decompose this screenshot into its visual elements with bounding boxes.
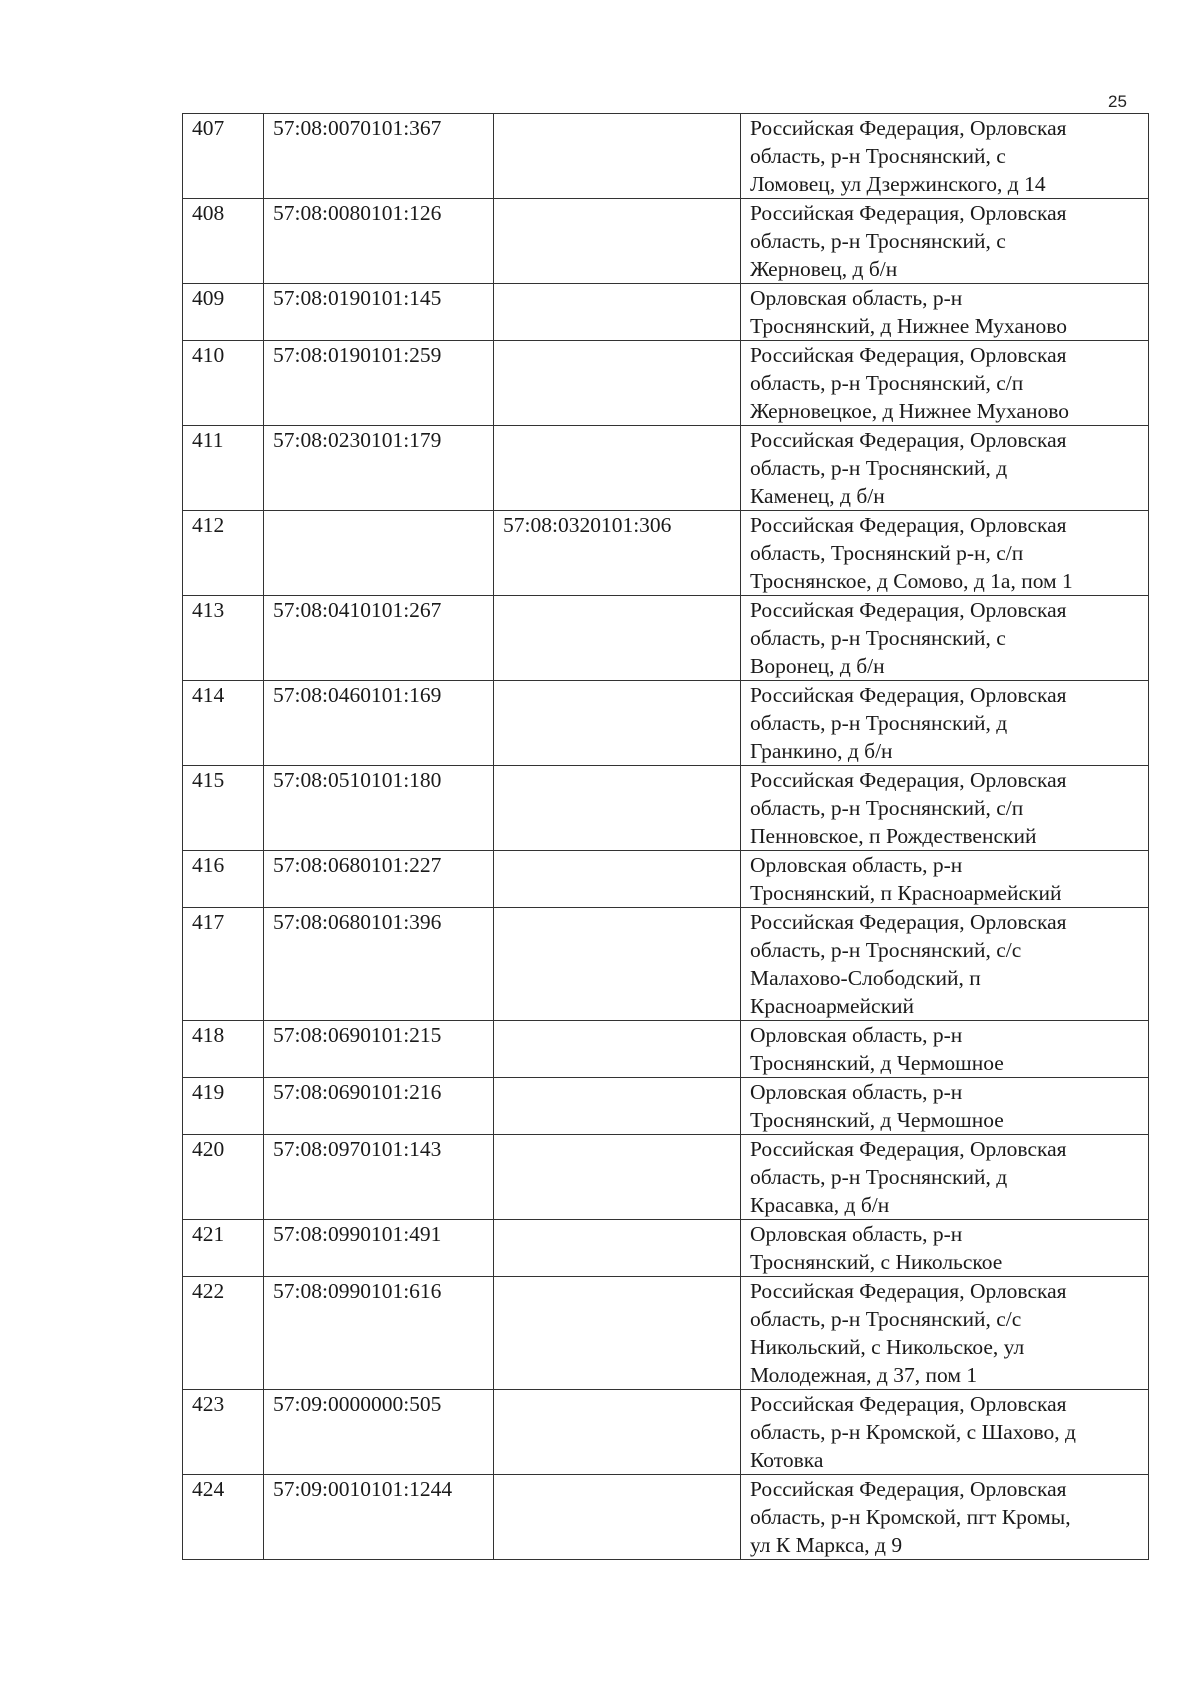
address-line: Каменец, д б/н bbox=[750, 484, 885, 508]
building-cadastral-number-cell bbox=[494, 1078, 741, 1135]
building-cadastral-number-cell bbox=[494, 1021, 741, 1078]
address-line: область, р-н Троснянский, д bbox=[750, 456, 1008, 480]
building-cadastral-number-cell: 57:08:0320101:306 bbox=[494, 511, 741, 596]
row-number-cell: 411 bbox=[183, 426, 264, 511]
address-line: Российская Федерация, Орловская bbox=[750, 683, 1067, 707]
page-number: 25 bbox=[1108, 92, 1127, 111]
table-row bbox=[183, 1135, 1149, 1220]
address-cell bbox=[741, 1475, 1149, 1560]
address-line: Никольский, с Никольское, ул bbox=[750, 1335, 1025, 1359]
address-line: Гранкино, д б/н bbox=[750, 739, 893, 763]
table-row bbox=[183, 1277, 1149, 1390]
row-number-cell: 421 bbox=[183, 1220, 264, 1277]
address-cell bbox=[741, 284, 1149, 341]
cadastral-number-cell bbox=[264, 511, 494, 596]
table-row bbox=[183, 596, 1149, 681]
address-line: Российская Федерация, Орловская bbox=[750, 1392, 1067, 1416]
row-number-cell: 409 bbox=[183, 284, 264, 341]
address-cell bbox=[741, 851, 1149, 908]
address-cell bbox=[741, 681, 1149, 766]
address-line: Российская Федерация, Орловская bbox=[750, 910, 1067, 934]
address-cell bbox=[741, 1021, 1149, 1078]
row-number-cell: 416 bbox=[183, 851, 264, 908]
table-row bbox=[183, 511, 1149, 596]
address-line: Орловская область, р-н bbox=[750, 1023, 963, 1047]
row-number-cell: 410 bbox=[183, 341, 264, 426]
address-line: Красавка, д б/н bbox=[750, 1193, 890, 1217]
address-cell bbox=[741, 596, 1149, 681]
row-number-cell: 418 bbox=[183, 1021, 264, 1078]
cadastral-number-cell: 57:08:0680101:396 bbox=[264, 908, 494, 1021]
address-line: Российская Федерация, Орловская bbox=[750, 598, 1067, 622]
address-line: Российская Федерация, Орловская bbox=[750, 1137, 1067, 1161]
building-cadastral-number-cell bbox=[494, 681, 741, 766]
row-number-cell: 417 bbox=[183, 908, 264, 1021]
address-line: Малахово-Слободский, п bbox=[750, 966, 981, 990]
building-cadastral-number-cell bbox=[494, 1277, 741, 1390]
address-line: Орловская область, р-н bbox=[750, 1222, 963, 1246]
table-row bbox=[183, 284, 1149, 341]
address-cell bbox=[741, 1277, 1149, 1390]
address-line: Троснянский, д Нижнее Муханово bbox=[750, 314, 1068, 338]
registry-table bbox=[182, 113, 1149, 1560]
cadastral-number-cell: 57:08:0990101:491 bbox=[264, 1220, 494, 1277]
address-line: Троснянский, п Красноармейский bbox=[750, 881, 1062, 905]
address-cell bbox=[741, 426, 1149, 511]
address-line: Воронец, д б/н bbox=[750, 654, 885, 678]
building-cadastral-number-cell bbox=[494, 341, 741, 426]
address-line: область, р-н Троснянский, с bbox=[750, 626, 1006, 650]
address-cell bbox=[741, 1078, 1149, 1135]
building-cadastral-number-cell bbox=[494, 199, 741, 284]
row-number-cell: 407 bbox=[183, 114, 264, 199]
cadastral-number-cell: 57:09:0010101:1244 bbox=[264, 1475, 494, 1560]
table-row bbox=[183, 341, 1149, 426]
table-row bbox=[183, 199, 1149, 284]
cadastral-number-cell: 57:08:0510101:180 bbox=[264, 766, 494, 851]
address-line: Троснянский, с Никольское bbox=[750, 1250, 1003, 1274]
address-cell bbox=[741, 766, 1149, 851]
table-row bbox=[183, 1078, 1149, 1135]
address-cell bbox=[741, 199, 1149, 284]
table-row bbox=[183, 766, 1149, 851]
building-cadastral-number-cell bbox=[494, 426, 741, 511]
address-cell bbox=[741, 1390, 1149, 1475]
cadastral-number-cell: 57:08:0460101:169 bbox=[264, 681, 494, 766]
registry-table-body bbox=[183, 114, 1149, 1560]
address-line: область, р-н Троснянский, с/с bbox=[750, 1307, 1022, 1331]
row-number-cell: 413 bbox=[183, 596, 264, 681]
address-cell bbox=[741, 1220, 1149, 1277]
building-cadastral-number-cell bbox=[494, 908, 741, 1021]
address-line: Пенновское, п Рождественский bbox=[750, 824, 1037, 848]
address-line: область, р-н Троснянский, д bbox=[750, 1165, 1008, 1189]
address-line: Российская Федерация, Орловская bbox=[750, 513, 1067, 537]
address-line: Российская Федерация, Орловская bbox=[750, 201, 1067, 225]
table-row bbox=[183, 851, 1149, 908]
table-row bbox=[183, 426, 1149, 511]
address-cell bbox=[741, 114, 1149, 199]
cadastral-number-cell: 57:08:0680101:227 bbox=[264, 851, 494, 908]
address-line: ул К Маркса, д 9 bbox=[750, 1533, 903, 1557]
cadastral-number-cell: 57:08:0080101:126 bbox=[264, 199, 494, 284]
address-cell bbox=[741, 341, 1149, 426]
row-number-cell: 415 bbox=[183, 766, 264, 851]
building-cadastral-number-cell bbox=[494, 284, 741, 341]
cadastral-number-cell: 57:09:0000000:505 bbox=[264, 1390, 494, 1475]
table-row bbox=[183, 1220, 1149, 1277]
building-cadastral-number-cell bbox=[494, 1220, 741, 1277]
row-number-cell: 422 bbox=[183, 1277, 264, 1390]
address-line: Орловская область, р-н bbox=[750, 1080, 963, 1104]
table-row bbox=[183, 1021, 1149, 1078]
cadastral-number-cell: 57:08:0190101:145 bbox=[264, 284, 494, 341]
address-line: область, р-н Троснянский, д bbox=[750, 711, 1008, 735]
address-line: Троснянский, д Чермошное bbox=[750, 1051, 1004, 1075]
table-row bbox=[183, 114, 1149, 199]
row-number-cell: 424 bbox=[183, 1475, 264, 1560]
building-cadastral-number-cell bbox=[494, 766, 741, 851]
address-line: область, р-н Троснянский, с/с bbox=[750, 938, 1022, 962]
address-line: Российская Федерация, Орловская bbox=[750, 1477, 1067, 1501]
building-cadastral-number-cell bbox=[494, 114, 741, 199]
address-line: Ломовец, ул Дзержинского, д 14 bbox=[750, 172, 1046, 196]
address-line: область, р-н Кромской, пгт Кромы, bbox=[750, 1505, 1071, 1529]
address-line: область, р-н Кромской, с Шахово, д bbox=[750, 1420, 1076, 1444]
table-row bbox=[183, 1390, 1149, 1475]
address-cell bbox=[741, 511, 1149, 596]
address-line: Орловская область, р-н bbox=[750, 853, 963, 877]
building-cadastral-number-cell bbox=[494, 1390, 741, 1475]
address-line: Орловская область, р-н bbox=[750, 286, 963, 310]
table-row bbox=[183, 681, 1149, 766]
address-line: область, р-н Троснянский, с bbox=[750, 144, 1006, 168]
address-line: область, р-н Троснянский, с bbox=[750, 229, 1006, 253]
address-line: Троснянское, д Сомово, д 1а, пом 1 bbox=[750, 569, 1073, 593]
cadastral-number-cell: 57:08:0690101:215 bbox=[264, 1021, 494, 1078]
row-number-cell: 408 bbox=[183, 199, 264, 284]
address-line: область, р-н Троснянский, с/п bbox=[750, 796, 1024, 820]
cadastral-number-cell: 57:08:0190101:259 bbox=[264, 341, 494, 426]
address-line: Котовка bbox=[750, 1448, 824, 1472]
building-cadastral-number-cell bbox=[494, 851, 741, 908]
row-number-cell: 412 bbox=[183, 511, 264, 596]
address-cell bbox=[741, 908, 1149, 1021]
address-line: Российская Федерация, Орловская bbox=[750, 1279, 1067, 1303]
address-line: Российская Федерация, Орловская bbox=[750, 343, 1067, 367]
cadastral-number-cell: 57:08:0410101:267 bbox=[264, 596, 494, 681]
row-number-cell: 419 bbox=[183, 1078, 264, 1135]
cadastral-number-cell: 57:08:0690101:216 bbox=[264, 1078, 494, 1135]
address-line: область, р-н Троснянский, с/п bbox=[750, 371, 1024, 395]
cadastral-number-cell: 57:08:0070101:367 bbox=[264, 114, 494, 199]
address-line: Троснянский, д Чермошное bbox=[750, 1108, 1004, 1132]
cadastral-number-cell: 57:08:0990101:616 bbox=[264, 1277, 494, 1390]
row-number-cell: 414 bbox=[183, 681, 264, 766]
address-cell bbox=[741, 1135, 1149, 1220]
row-number-cell: 423 bbox=[183, 1390, 264, 1475]
table-row bbox=[183, 908, 1149, 1021]
address-line: область, Троснянский р-н, с/п bbox=[750, 541, 1024, 565]
table-row bbox=[183, 1475, 1149, 1560]
cadastral-number-cell: 57:08:0230101:179 bbox=[264, 426, 494, 511]
address-line: Молодежная, д 37, пом 1 bbox=[750, 1363, 978, 1387]
address-line: Российская Федерация, Орловская bbox=[750, 116, 1067, 140]
address-line: Российская Федерация, Орловская bbox=[750, 428, 1067, 452]
building-cadastral-number-cell bbox=[494, 1475, 741, 1560]
building-cadastral-number-cell bbox=[494, 1135, 741, 1220]
cadastral-number-cell: 57:08:0970101:143 bbox=[264, 1135, 494, 1220]
address-line: Жерновец, д б/н bbox=[750, 257, 898, 281]
building-cadastral-number-cell bbox=[494, 596, 741, 681]
row-number-cell: 420 bbox=[183, 1135, 264, 1220]
address-line: Российская Федерация, Орловская bbox=[750, 768, 1067, 792]
address-line: Жерновецкое, д Нижнее Муханово bbox=[750, 399, 1069, 423]
address-line: Красноармейский bbox=[750, 994, 915, 1018]
